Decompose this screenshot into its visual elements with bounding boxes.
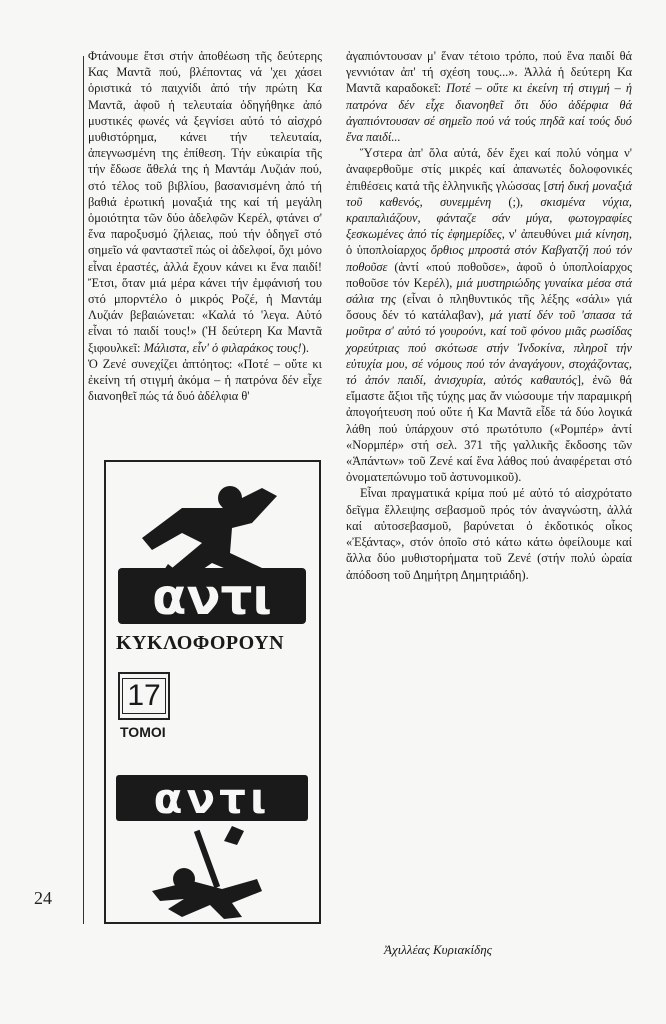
- svg-text:αντι: αντι: [153, 774, 271, 823]
- margin-rule: [83, 56, 84, 924]
- runner-silhouette-icon: [142, 486, 277, 580]
- right-paragraph-3: Εἶναι πραγματικά κρίμα πού μέ αὐτό τό αἰσχρότατο δεῖγμα ἔλλειψης σεβασμοῦ πρός τόν ἀναγνώστη, ἀλλά καί αὐτοσεβασμοῦ, βαρύνεται ὁ ἐκδοτικός οἶκος «Ἐξάντας», στόν ὁποῖο στό κάτω κάτω ὀφείλουμε καί ἄλλα δύο μυθιστορήματα τοῦ Ζενέ (στήν πολύ ὡραία ἀπόδοση τοῦ Δημήτρη Δημητριάδη).: [346, 486, 632, 582]
- right-paragraph-2: Ὕστερα ἀπ' ὅλα αὐτά, δέν ἔχει καί πολύ νόημα ν' ἀναφερθοῦμε στίς μικρές καί ἀπανωτές δολοφονικές ἐπιθέσεις κατά τῆς ἑλληνικῆς γλώσσας [στή δική μοναξιά τοῦ καθενός, συνεμμένη (;), σκισμένα νύχια, κραιπαλιάζουν, φάνταζε σάν μύγα, φωτογραφίες ξεσκωμένες ἀπό τίς ἐφημερίδες, ν' ἀπευθύνει μιά κίνηση, ὁ ὑποπλοίαρχος ὄρθιος μπροστά στόν Καβγατζή πού τόν ποθοῦσε (ἀντί «πού ποθοῦσε», ἀφοῦ ὁ ὑποπλοίαρχος ποθοῦσε τόν Κερέλ), μιά μυστηριώδης γυναίκα μέσα στά σάλια της (εἶναι ὁ πληθυντικός τῆς λέξης «σάλι» γιά ὅσους δέν τό κατάλαβαν), μά γιατί δέν τοῦ 'σπασα τά μοῦτρα σ' αὐτό τό γουρούνι, καί τοῦ φόνου μιᾶς ρωσίδας χορεύτριας πού σκότωσε στήν Ἰνδοκίνα, πληροῖ τήν εὐτυχία μου, σέ νόμους πού τόν ἀναγάγουν, στοχάζοντας, τό ἀπόν παιδί, ἀνισχυρία, αὐτός καθαυτός], ἐνῶ θά εἴμαστε ἄξιοι τῆς τύχης μας ἄν νιώσουμε τήν παραμικρή ἀπογοήτευση πού οὔτε ἡ Κα Μαντᾶ εἶδε τά δύο λογικά λάθη πού ὑπάρχουν στό πρωτότυπο («Ρομπέρ» ἀντί «Νορμπέρ» στή σελ. 371 τῆς γαλλικῆς ἔκδοσης τῶν «Ἁπάντων» τοῦ Ζενέ καί ἕνα λάθος πού ἀναφέρεται στό ὀνοματεπώνυμο τοῦ ἀστυνομικοῦ).: [346, 146, 633, 485]
- anti-magazine-ad: [104, 460, 321, 924]
- left-paragraph-1: Φτάνουμε ἔτσι στήν ἀποθέωση τῆς δεύτερης Κας Μαντᾶ πού, βλέποντας νά 'χει χάσει ὁριστικά τό παιχνίδι ἀπό τήν πρώτη Κα Μαντᾶ, ἀφοῦ ἡ τελευταία ὁδηγήθηκε ἀπό μυστικές φωνές νά ξεγνίσει αὐτό τό αἰσχρό μυθιστόρημα, κάνει τήν τελευταία, ἀπεγνωσμένη της ἐπίθεση. Τήν εὐκαιρία τῆς τήν ἔδωσε ἄθελά της ἡ Μαντάμ Λυζιάν πού, στό τέλος τοῦ βιβλίου, βασανισμένη ἀπό τή βαθιά ἐρωτική μοναξιά της καί τή μεγάλη ὁμοιότητα τῶν δύο ἀδελφῶν Κερέλ, φτάνει σ' ἕνα παροξυσμό ζήλειας, πού τήν ὁδηγεῖ στό σημεῖο νά φανταστεῖ πώς οἱ ἀδελφοί, ὄχι μόνο εἶναι ἐραστές, ἀλλά ἔχουν κάνει κι ἕνα παιδί! Ἔτσι, ὅταν μιά μέρα κάνει τήν ἐμφάνισή του στό μπορντέλο ὁ μικρός Ροζέ, ἡ Μαντάμ Λυζιάν βεβαιώνεται: «Καλά τό 'λεγα. Αὐτό εἶναι τό παιδί τους!» (Ἡ δεύτερη Κα Μαντᾶ ξιφουλκεῖ: Μάλιστα, εἶν' ὁ φιλαράκος τους!).: [88, 49, 322, 355]
- ad-circulating-label: ΚΥΚΛΟΦΟΡΟΥΝ: [116, 632, 285, 654]
- svg-text:αντι: αντι: [152, 568, 272, 626]
- right-column: [346, 48, 632, 583]
- anti-logo-top: [112, 468, 312, 628]
- author-signature: Ἀχιλλέας Κυριακίδης: [384, 942, 492, 957]
- right-paragraph-1: ἀγαπιόντουσαν μ' ἕναν τέτοιο τρόπο, πού ἕνα παιδί θά γεννιόταν ἀπ' τή σχέση τους...». Ἀλλά ἡ δεύτερη Κα Μαντᾶ καραδοκεῖ: Ποτέ – οὔτε κι ἐκείνη τή στιγμή – ἡ πατρόνα δέν εἶχε διανοηθεῖ ὅτι δύο ἀδέρφια θά ἀγαπιόντουσαν σέ σημεῖο πού νά τούς πηδᾶ καί τούς δυό ἕνα παιδί...: [346, 49, 632, 145]
- page-number: 24: [34, 888, 52, 908]
- left-column: [88, 48, 322, 404]
- anti-logo-bottom: [112, 766, 312, 926]
- flag-bearer-silhouette-icon: [152, 826, 262, 919]
- ad-volume-count: 17: [118, 672, 170, 720]
- ad-volumes-label: ΤΟΜΟΙ: [120, 724, 166, 740]
- left-paragraph-2: Ὁ Ζενέ συνεχίζει ἀπτόητος: «Ποτέ – οὔτε κι ἐκείνη τή στιγμή ἀκόμα – ἡ πατρόνα δέν εἶχε διανοηθεῖ πώς τά δυό ἀδέλφια θ': [88, 356, 322, 404]
